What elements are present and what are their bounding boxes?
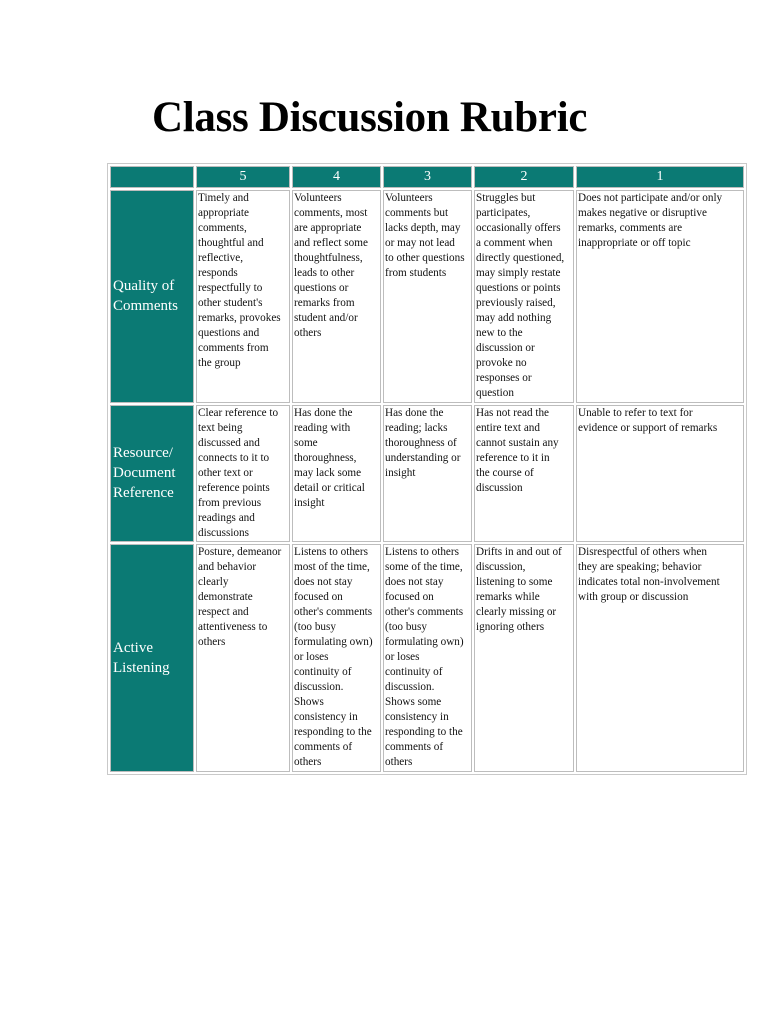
table-cell: Unable to refer to text for evidence or support of remarks <box>576 405 744 542</box>
table-cell: Clear reference to text being discussed and connects to it to other text or reference points from previous readings and discussions <box>196 405 290 542</box>
table-cell: Disrespectful of others when they are speaking; behavior indicates total non-involvement with group or discussion <box>576 544 744 772</box>
table-cell: Timely and appropriate comments, thoughtful and reflective, responds respectfully to other student's remarks, provokes questions and comments from the group <box>196 190 290 403</box>
criterion-label-text: Active Listening <box>113 640 170 677</box>
table-cell: Drifts in and out of discussion, listening to some remarks while clearly missing or ignoring others <box>474 544 574 772</box>
score-header-2: 2 <box>474 166 574 188</box>
criterion-label-resource <box>110 405 194 542</box>
table-cell: Does not participate and/or only makes negative or disruptive remarks, comments are inappropriate or off topic <box>576 190 744 403</box>
table-cell: Has done the reading; lacks thoroughness of understanding or insight <box>383 405 472 542</box>
corner-header <box>110 166 194 188</box>
criterion-label-quality <box>110 190 194 403</box>
table-cell: Listens to others some of the time, does not stay focused on other's comments (too busy formulating own) or loses continuity of discussion. Shows some consistency in responding to the comments of others <box>383 544 472 772</box>
page-title: Class Discussion Rubric <box>152 94 588 141</box>
criterion-label-text: Resource/ Document Reference <box>113 445 176 502</box>
rubric-grid <box>108 164 746 774</box>
table-cell: Has done the reading with some thoroughness, may lack some detail or critical insight <box>292 405 381 542</box>
criterion-label-text: Quality of Comments <box>113 278 179 315</box>
table-cell: Volunteers comments but lacks depth, may or may not lead to other questions from students <box>383 190 472 403</box>
score-header-1: 1 <box>576 166 744 188</box>
table-row <box>110 544 744 772</box>
criterion-label-listening <box>110 544 194 772</box>
score-header-4: 4 <box>292 166 381 188</box>
table-row <box>110 405 744 542</box>
header-row <box>110 166 744 188</box>
score-header-5: 5 <box>196 166 290 188</box>
score-header-3: 3 <box>383 166 472 188</box>
table-cell: Struggles but participates, occasionally offers a comment when directly questioned, may simply restate questions or points previously raised, may add nothing new to the discussion or provoke no responses or question <box>474 190 574 403</box>
table-cell: Listens to others most of the time, does not stay focused on other's comments (too busy formulating own) or loses continuity of discussion. Shows consistency in responding to the comments of others <box>292 544 381 772</box>
table-row <box>110 190 744 403</box>
table-cell: Has not read the entire text and cannot sustain any reference to it in the course of discussion <box>474 405 574 542</box>
table-cell: Posture, demeanor and behavior clearly demonstrate respect and attentiveness to others <box>196 544 290 772</box>
rubric-table <box>107 163 747 775</box>
table-cell: Volunteers comments, most are appropriate and reflect some thoughtfulness, leads to other questions or remarks from student and/or others <box>292 190 381 403</box>
